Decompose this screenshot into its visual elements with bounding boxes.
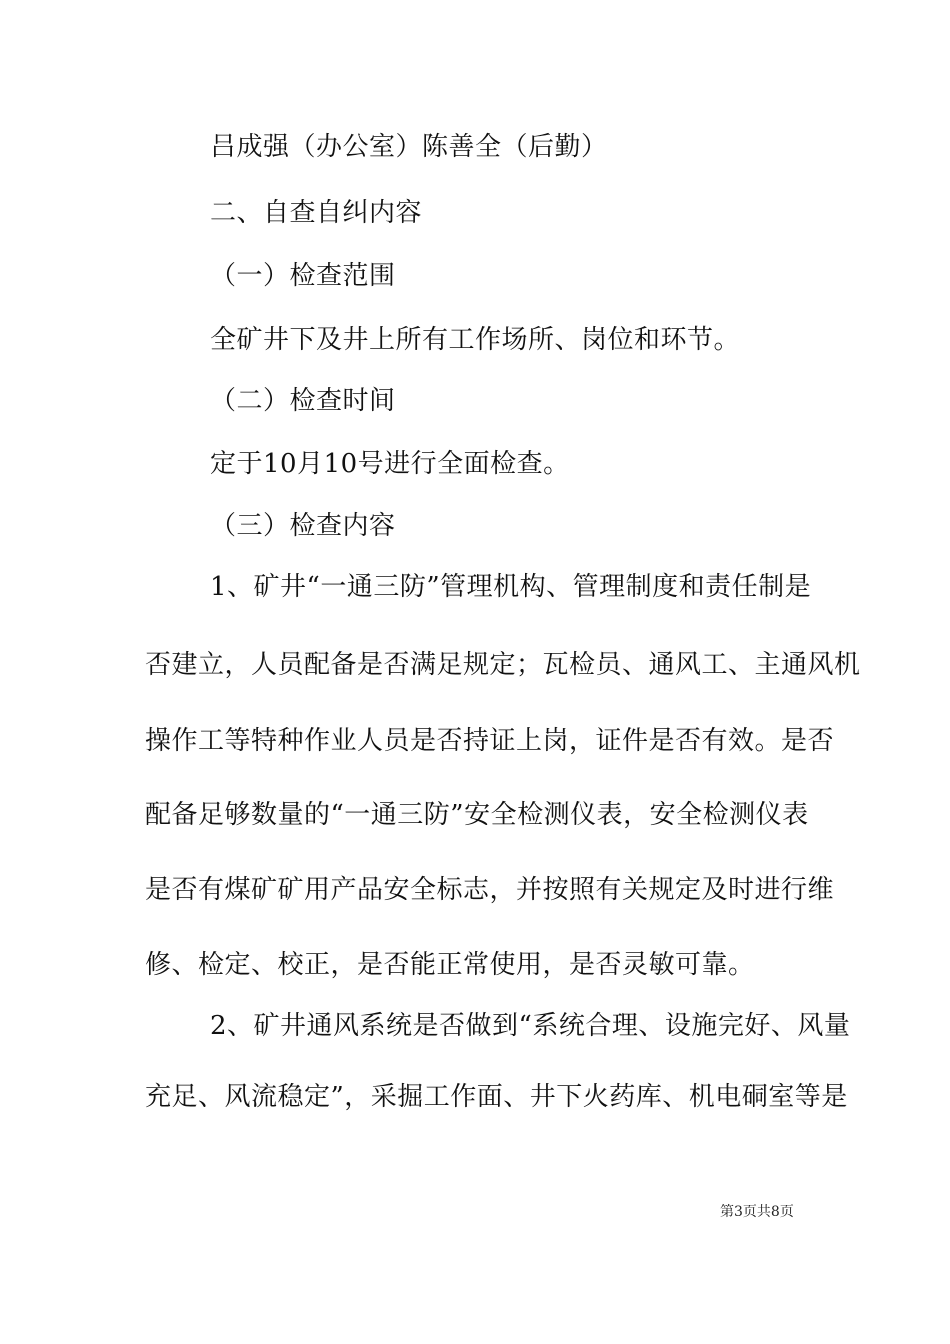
subsection-heading: （二）检查时间	[210, 386, 396, 416]
paragraph-line: 是否有煤矿矿用产品安全标志，并按照有关规定及时进行维	[145, 875, 835, 905]
paragraph-line: 2、矿井通风系统是否做到“系统合理、设施完好、风量	[210, 1011, 851, 1041]
subsection-heading: （一）检查范围	[210, 261, 396, 291]
text-line: 全矿井下及井上所有工作场所、岗位和环节。	[210, 325, 741, 355]
text-line: 定于10月10号进行全面检查。	[210, 449, 570, 479]
paragraph-line: 1、矿井“一通三防”管理机构、管理制度和责任制是	[210, 572, 812, 602]
paragraph-line: 配备足够数量的“一通三防”安全检测仪表，安全检测仪表	[145, 800, 809, 830]
paragraph-line: 否建立，人员配备是否满足规定；瓦检员、通风工、主通风机	[145, 650, 861, 680]
paragraph-line: 充足、风流稳定”，采掘工作面、井下火药库、机电硐室等是	[145, 1082, 848, 1112]
subsection-heading: （三）检查内容	[210, 511, 396, 541]
text-line: 吕成强（办公室）陈善全（后勤）	[210, 132, 608, 162]
paragraph-line: 修、检定、校正，是否能正常使用，是否灵敏可靠。	[145, 950, 755, 980]
paragraph-line: 操作工等特种作业人员是否持证上岗，证件是否有效。是否	[145, 726, 835, 756]
page-number: 第3页共8页	[720, 1204, 794, 1220]
section-heading: 二、自查自纠内容	[210, 198, 423, 228]
